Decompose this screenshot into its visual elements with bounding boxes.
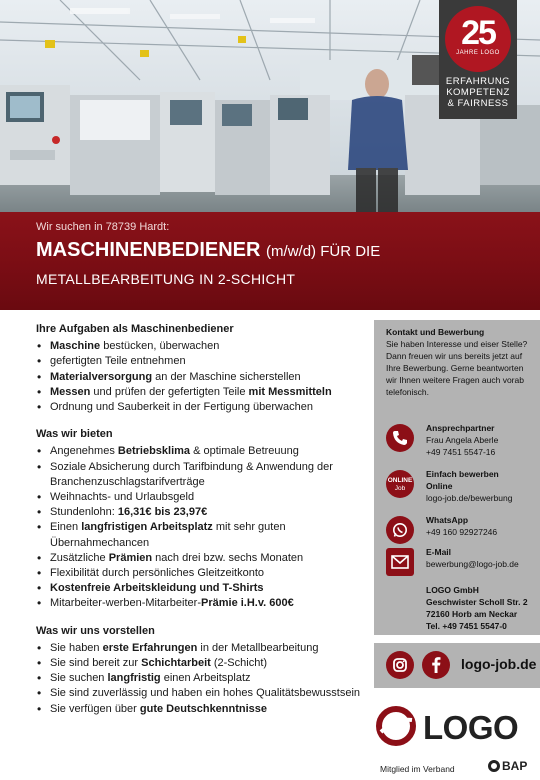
list-item-text: Mitarbeiter-werben-Mitarbeiter- [50, 597, 201, 610]
list-item-text: langfristig [107, 672, 161, 685]
list-item-text: mit Messmitteln [248, 385, 332, 398]
list-item-text: Weihnachts- und Urlaubsgeld [50, 491, 195, 504]
email-heading: E-Mail [426, 547, 452, 557]
list-item-text: Kostenfreie Arbeitskleidung und T-Shirts [50, 582, 264, 595]
job-description [36, 322, 366, 729]
list-item-text: und prüfen der gefertigten Teile [90, 385, 249, 398]
list-item-text: Prämien [108, 551, 153, 564]
company-name: LOGO GmbH [426, 585, 479, 595]
list-item [36, 520, 366, 550]
list-item-text: Ordnung und Sauberkeit in der Fertigung überwachen [50, 401, 313, 414]
list-item [36, 339, 366, 354]
logo-wordmark: LOGO [423, 709, 519, 746]
list-item [36, 566, 366, 581]
whatsapp-heading: WhatsApp [426, 515, 469, 525]
list-item [36, 400, 366, 415]
list-item-text: langfristigen Arbeitsplatz [81, 521, 213, 534]
list-item-text: Schichtarbeit [141, 657, 211, 670]
list-item [36, 490, 366, 505]
badge-values [439, 76, 517, 109]
company-city: 72160 Horb am Neckar [426, 609, 518, 619]
list-item-text: Stundenlohn: [50, 506, 118, 519]
whatsapp-number[interactable]: +49 160 92927246 [426, 527, 498, 537]
list-item [36, 671, 366, 686]
list-item [36, 551, 366, 566]
list-item-text: Prämie i.H.v. 600€ [201, 597, 294, 610]
job-subtitle: METALLBEARBEITUNG IN 2-SCHICHT [36, 271, 296, 287]
badge-number: 25 [461, 14, 495, 52]
contact-person-heading: Ansprechpartner [426, 423, 495, 433]
anniversary-badge [439, 0, 517, 119]
list-item-text: Betriebsklima [117, 445, 191, 458]
tasks-list [36, 339, 366, 415]
location-line: Wir suchen in 78739 Hardt: [36, 221, 170, 233]
contact-intro-heading: Kontakt und Bewerbung [386, 327, 485, 337]
list-item [36, 505, 366, 520]
list-item [36, 354, 366, 369]
job-title-main: MASCHINENBEDIENER [36, 239, 261, 261]
expect-section [36, 624, 366, 717]
list-item-text: Maschine [50, 340, 101, 353]
list-item-text: Sie sind bereit zur [50, 657, 142, 670]
contact-person-name: Frau Angela Aberle [426, 435, 499, 445]
contact-sidebar [374, 320, 540, 635]
list-item [36, 596, 366, 611]
phone-icon [386, 424, 414, 452]
list-item-text: Materialversorgung [50, 370, 153, 383]
online-apply-link[interactable]: logo-job.de/bewerbung [426, 493, 513, 503]
company-logo [376, 706, 532, 746]
email-address[interactable]: bewerbung@logo-job.de [426, 559, 519, 569]
badge-sub: JAHRE LOGO [456, 50, 500, 56]
list-item-text: gefertigten Teile entnehmen [50, 355, 186, 368]
list-item-text: mit sehr guten Übernahmechancen [50, 521, 286, 549]
membership-note: Mitglied im Verband [380, 764, 455, 774]
list-item-text: Messen [50, 385, 91, 398]
offer-list [36, 444, 366, 611]
badge-value: ERFAHRUNG [445, 76, 511, 87]
list-item [36, 641, 366, 656]
expect-heading: Was wir uns vorstellen [36, 624, 155, 637]
list-item-text: an der Maschine sicherstellen [152, 370, 301, 383]
list-item-text: Sie sind zuverlässig und haben ein hohes Qualitätsbewusstsein [50, 687, 361, 700]
expect-list [36, 641, 366, 717]
offer-heading: Was wir bieten [36, 428, 113, 441]
bap-logo [488, 759, 527, 773]
list-item [36, 460, 366, 490]
badge-value: KOMPETENZ [446, 87, 510, 98]
online-badge-label: ONLINE [387, 477, 413, 484]
list-item [36, 656, 366, 671]
list-item-text: & optimale Betreuung [190, 445, 299, 458]
list-item-text: (2-Schicht) [210, 657, 268, 670]
online-apply-heading: Einfach bewerben [426, 469, 499, 479]
list-item-text: Sie haben [50, 641, 103, 654]
list-item-text: gute Deutschkenntnisse [139, 702, 268, 715]
bap-mark-icon [488, 760, 500, 772]
logo-mark-icon [376, 706, 416, 746]
facebook-icon[interactable] [422, 651, 450, 679]
badge-value: & FAIRNESS [447, 98, 509, 109]
online-job-icon [386, 470, 414, 498]
bap-text: BAP [502, 759, 528, 773]
list-item [36, 581, 366, 596]
list-item [36, 444, 366, 459]
title-banner [0, 212, 540, 310]
list-item [36, 702, 366, 717]
list-item [36, 370, 366, 385]
list-item-text: 16,31€ bis 23,97€ [117, 506, 208, 519]
company-address [426, 584, 536, 632]
contact-intro [386, 326, 534, 398]
website-link[interactable]: logo-job.de [461, 656, 537, 672]
list-item-text: erste Erfahrungen [102, 641, 198, 654]
list-item-text: Flexibilität durch persönliches Gleitzeitkonto [50, 567, 264, 580]
list-item-text: Sie suchen [50, 672, 108, 685]
list-item-text: in der Metallbearbeitung [197, 641, 319, 654]
list-item [36, 686, 366, 701]
list-item [36, 385, 366, 400]
list-item-text: Einen [50, 521, 82, 534]
online-badge-sub: Job [394, 485, 406, 492]
company-phone: Tel. +49 7451 5547-0 [426, 621, 507, 631]
contact-person-phone[interactable]: +49 7451 5547-16 [426, 447, 496, 457]
anniversary-seal [445, 6, 511, 72]
online-apply-sub: Online [426, 481, 453, 491]
list-item-text: einen Arbeitsplatz [160, 672, 251, 685]
social-bar [374, 643, 540, 688]
envelope-icon [386, 548, 414, 576]
list-item-text: Angenehmes [50, 445, 118, 458]
list-item-text: bestücken, überwachen [100, 340, 220, 353]
list-item-text: nach drei bzw. sechs Monaten [152, 551, 304, 564]
instagram-icon[interactable] [386, 651, 414, 679]
whatsapp-icon [386, 516, 414, 544]
tasks-heading: Ihre Aufgaben als Maschinenbediener [36, 323, 234, 335]
list-item-text: Soziale Absicherung durch Tarifbindung & Anwendung der Branchenzuschlagstarifverträge [50, 460, 333, 488]
contact-intro-text: Sie haben Interesse und eiser Stelle? Dann freuen wir uns bereits jetzt auf Ihre Bewerbung. Gerne beantworten wir Ihnen weitere Fragen auch vorab telefonisch. [386, 339, 528, 397]
job-title-suffix: (m/w/d) FÜR DIE [266, 243, 381, 260]
tasks-section [36, 322, 366, 415]
list-item-text: Zusätzliche [50, 551, 109, 564]
job-title [36, 239, 380, 262]
list-item-text: Sie verfügen über [50, 702, 140, 715]
offer-section [36, 427, 366, 611]
company-street: Geschwister Scholl Str. 2 [426, 597, 528, 607]
